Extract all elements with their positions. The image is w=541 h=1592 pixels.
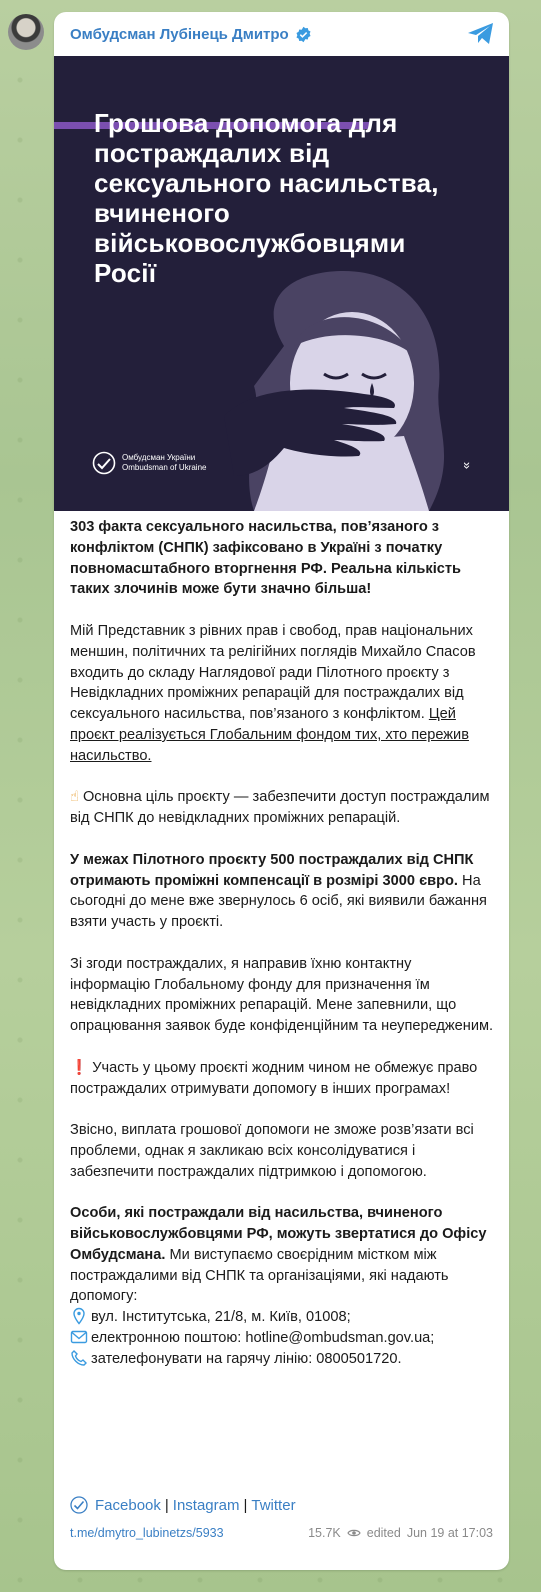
paragraph-1: 303 факта сексуального насильства, пов’язаного з конфліктом (СНПК) зафіксовано в Україні з початку повномасштабного вторгнення РФ. Реальна кількість таких злочинів може бути значно більша! [70,519,462,598]
twitter-link[interactable]: Twitter [251,1496,296,1514]
link-separator: | [164,1496,169,1514]
post-image[interactable] [54,56,509,511]
email-line[interactable]: електронною поштою: hotline@ombudsman.gov.ua; [91,1330,435,1347]
instagram-link[interactable]: Instagram [172,1496,240,1514]
paragraph-4: На сьогодні до мене вже звернулось 6 осіб, які виявили бажання взяти участь у проєкті. [70,872,487,931]
paragraph-4-bold: У межах Пілотного проєкту 500 постраждалих від СНПК отримають проміжні компенсації в розмірі 3000 євро. [70,851,474,889]
exclamation-icon: ❗ [70,1059,89,1076]
fund-link[interactable]: Цей проєкт реалізується Глобальним фондом тих, хто пережив насильство. [70,706,469,764]
post-url[interactable]: t.me/dmytro_lubinetzs/5933 [70,1526,224,1540]
share-icon[interactable] [467,22,495,46]
woman-illustration [54,56,509,511]
eye-icon [347,1528,361,1538]
poster-title: Грошова допомога для постраждалих від сексуального насильства, вчиненого військовослужбовцями Росії [94,108,439,288]
edited-label: edited [366,1526,401,1540]
paragraph-8: Ми виступаємо своєрідним містком між постраждалими від СНПК та організаціями, які надають допомогу: [70,1246,449,1305]
pointing-up-icon: ☝ [70,789,79,806]
view-count: 15.7K [308,1526,341,1540]
email-icon [70,1328,88,1346]
phone-line[interactable]: зателефонувати на гарячу лінію: 0800501720. [91,1350,402,1367]
channel-avatar[interactable] [8,14,44,50]
link-separator: | [243,1496,248,1514]
logo-line-2: Ombudsman of Ukraine [122,463,207,472]
ombudsman-logo [92,451,206,475]
channel-name[interactable]: Омбудсман Лубінець Дмитро [70,25,289,43]
paragraph-3: Основна ціль проєкту — забезпечити доступ постраждалим від СНПК до невідкладних проміжних репарацій. [70,789,490,827]
paragraph-8-bold: Особи, які постраждали від насильства, вчиненого військовослужбовцями РФ, можуть звертатися до Офісу Омбудсмана. [70,1205,487,1263]
social-links [70,1496,296,1514]
phone-icon [70,1349,88,1367]
chevron-down-icon: » [459,461,475,470]
paragraph-6: Участь у цьому проєкті жодним чином не обмежує право постраждалих отримувати допомогу в інших програмах! [70,1059,478,1097]
message-header [54,12,509,56]
location-pin-icon [70,1307,88,1325]
ombudsman-emblem-icon [92,451,116,475]
paragraph-5: Зі згоди постраждалих, я направив їхню контактну інформацію Глобальному фонду для призначення їм невідкладних проміжних репарацій. Мене запевнили, що опрацювання заявок буде конфіденційним та неупередженим. [70,955,494,1035]
message-footer [70,1526,493,1540]
message-card [54,12,509,1570]
post-text [70,517,495,1370]
paragraph-7: Звісно, виплата грошової допомоги не зможе розв’язати всі проблеми, однак я закликаю всіх консолідуватися і забезпечити постраждалих підтримкою і допомогою. [70,1122,474,1180]
paragraph-2: Мій Представник з рівних прав і свобод, прав національних меншин, політичних та релігійних поглядів Михайло Спасов входить до складу Наглядової ради Пілотного проєкту з Невідкладних проміжних репарацій для постраждалих від сексуального насильства, пов’язаного з конфліктом. [70,622,476,723]
timestamp: Jun 19 at 17:03 [406,1526,493,1540]
logo-line-1: Омбудсман України [122,453,196,462]
facebook-link[interactable]: Facebook [95,1496,161,1514]
ombudsman-emblem-icon [70,1496,88,1514]
address-line: вул. Інститутська, 21/8, м. Київ, 01008; [91,1309,351,1326]
verified-icon [295,26,312,43]
